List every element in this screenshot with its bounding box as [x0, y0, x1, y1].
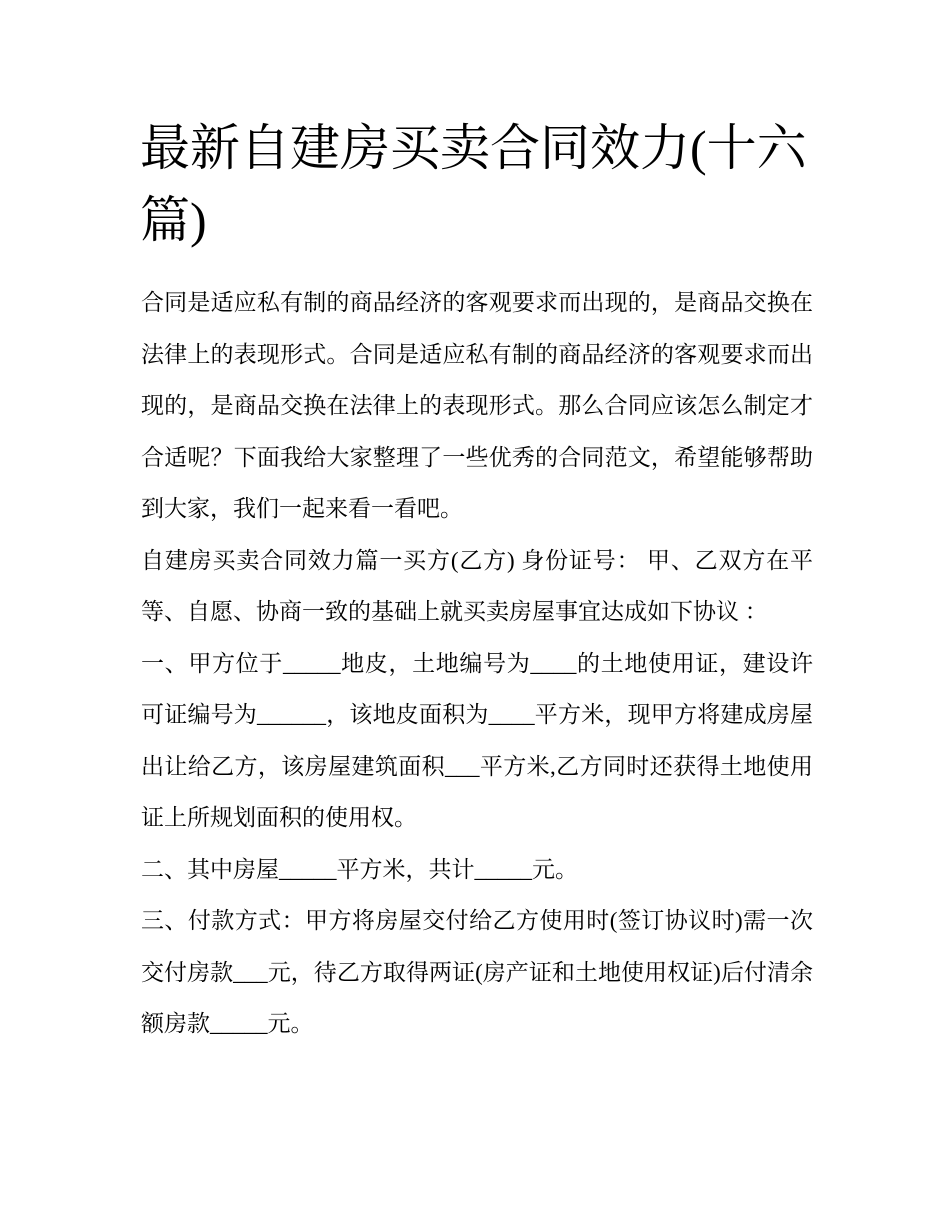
clause-one-paragraph: 一、甲方位于_____地皮，土地编号为____的土地使用证，建设许可证编号为______，该地皮面积为____平方米，现甲方将建成房屋出让给乙方，该房屋建筑面积___平方米,乙方同时还获得土地使用证上所规划面积的使用权。	[141, 650, 813, 830]
clause-two-paragraph: 二、其中房屋_____平方米，共计_____元。	[141, 856, 578, 882]
document-title: 最新自建房买卖合同效力(十六篇)	[140, 120, 807, 248]
contract-preamble-paragraph: 自建房买卖合同效力篇一买方(乙方) 身份证号： 甲、乙双方在平等、自愿、协商一致的基础上就买卖房屋事宜达成如下协议 ：	[141, 547, 813, 624]
intro-paragraph: 合同是适应私有制的商品经济的客观要求而出现的，是商品交换在法律上的表现形式。合同是适应私有制的商品经济的客观要求而出现的，是商品交换在法律上的表现形式。那么合同应该怎么制定才合适呢？下面我给大家整理了一些优秀的合同范文，希望能够帮助到大家，我们一起来看一看吧。	[141, 290, 813, 521]
document-body	[141, 277, 813, 1050]
clause-three-paragraph: 三、付款方式：甲方将房屋交付给乙方使用时(签订协议时)需一次交付房款___元，待乙方取得两证(房产证和土地使用权证)后付清余额房款_____元。	[141, 908, 813, 1036]
